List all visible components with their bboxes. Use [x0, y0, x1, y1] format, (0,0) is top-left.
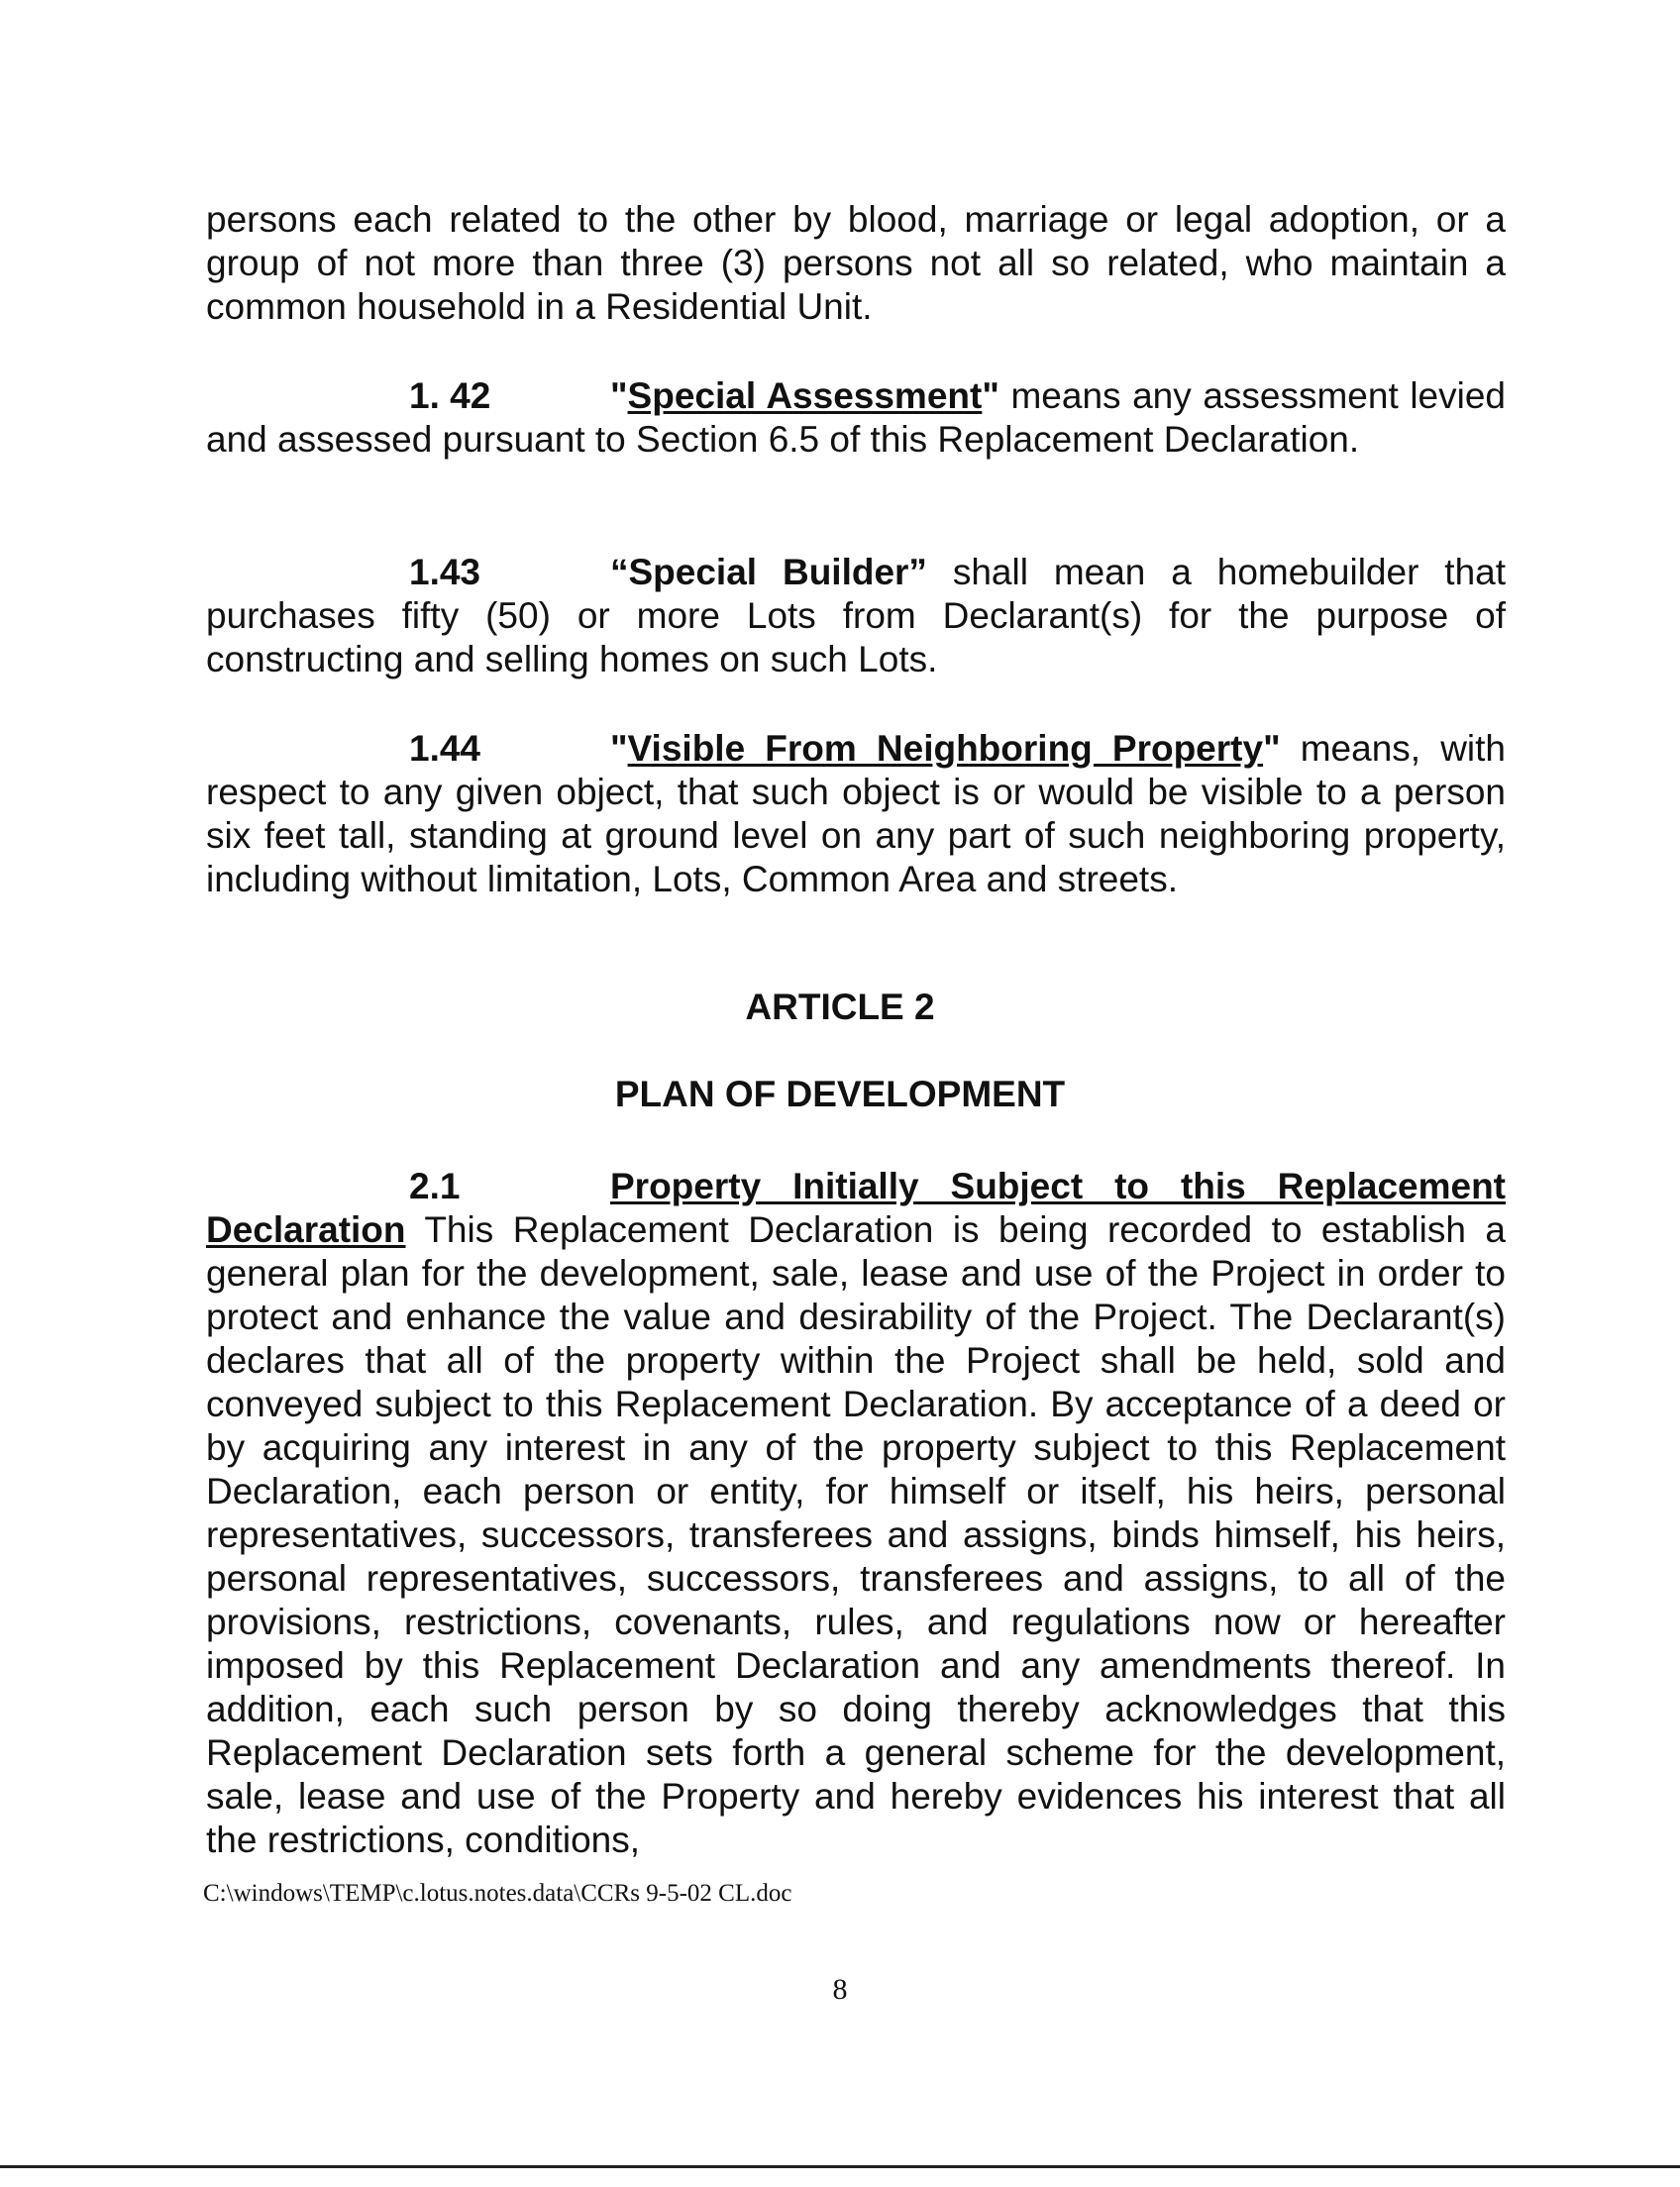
article-title: PLAN OF DEVELOPMENT [614, 1074, 1066, 1114]
section-number: 1.43 [409, 552, 481, 592]
section-number: 1.44 [409, 728, 481, 769]
defined-term: "Visible From Neighboring Property" [610, 728, 1281, 769]
defined-term: "Special Assessment" [610, 375, 999, 416]
footer-file-path: C:\windows\TEMP\c.lotus.notes.data\CCRs 9-5-02 CL.doc [203, 1880, 792, 1907]
page-number: 8 [832, 1973, 848, 2006]
section-1-43 [206, 551, 1506, 681]
article-heading: ARTICLE 2 [745, 987, 935, 1027]
section-text: means any assessment levied and assessed pursuant to Section 6.5 of this Replacement Declaration. [206, 375, 1506, 460]
intro-paragraph: persons each related to the other by blood, marriage or legal adoption, or a group of not more than three (3) persons not all so related, who maintain a common household in a Residential Unit. [206, 199, 1506, 327]
section-number: 1. 42 [409, 375, 491, 416]
section-text: means, with respect to any given object, that such object is or would be visible to a person six feet tall, standing at ground level on any part of such neighboring property, including without limitation, Lots, Common Area and streets. [206, 728, 1506, 899]
defined-term: “Special Builder” [610, 552, 927, 592]
section-text: This Replacement Declaration is being recorded to establish a general plan for the development, sale, lease and use of the Project in order to protect and enhance the value and desirability of the Project. The Declarant(s) declares that all of the property within the Project shall be held, sold and conveyed subject to this Replacement Declaration. By acceptance of a deed or by acquiring any interest in any of the property subject to this Replacement Declaration, each person or entity, for himself or itself, his heirs, personal representatives, successors, transferees and assigns, binds himself, his heirs, personal representatives, successors, transferees and assigns, to all of the provisions, restrictions, covenants, rules, and regulations now or hereafter imposed by this Replacement Declaration and any amendments thereof. In addition, each such person by so doing thereby acknowledges that this Replacement Declaration sets forth a general scheme for the development, sale, lease and use of the Property and hereby evidences his interest that all the restrictions, conditions, [206, 1209, 1506, 1860]
bottom-divider [0, 2165, 1680, 2168]
section-number: 2.1 [409, 1166, 461, 1206]
section-1-44 [206, 727, 1506, 901]
section-1-42 [206, 374, 1506, 462]
section-text: shall mean a homebuilder that purchases fifty (50) or more Lots from Declarant(s) for the purpose of constructing and selling homes on such Lots. [206, 552, 1507, 679]
section-2-1 [206, 1165, 1506, 1862]
defined-term: Property Initially Subject to this Replacement Declaration [206, 1166, 1506, 1250]
